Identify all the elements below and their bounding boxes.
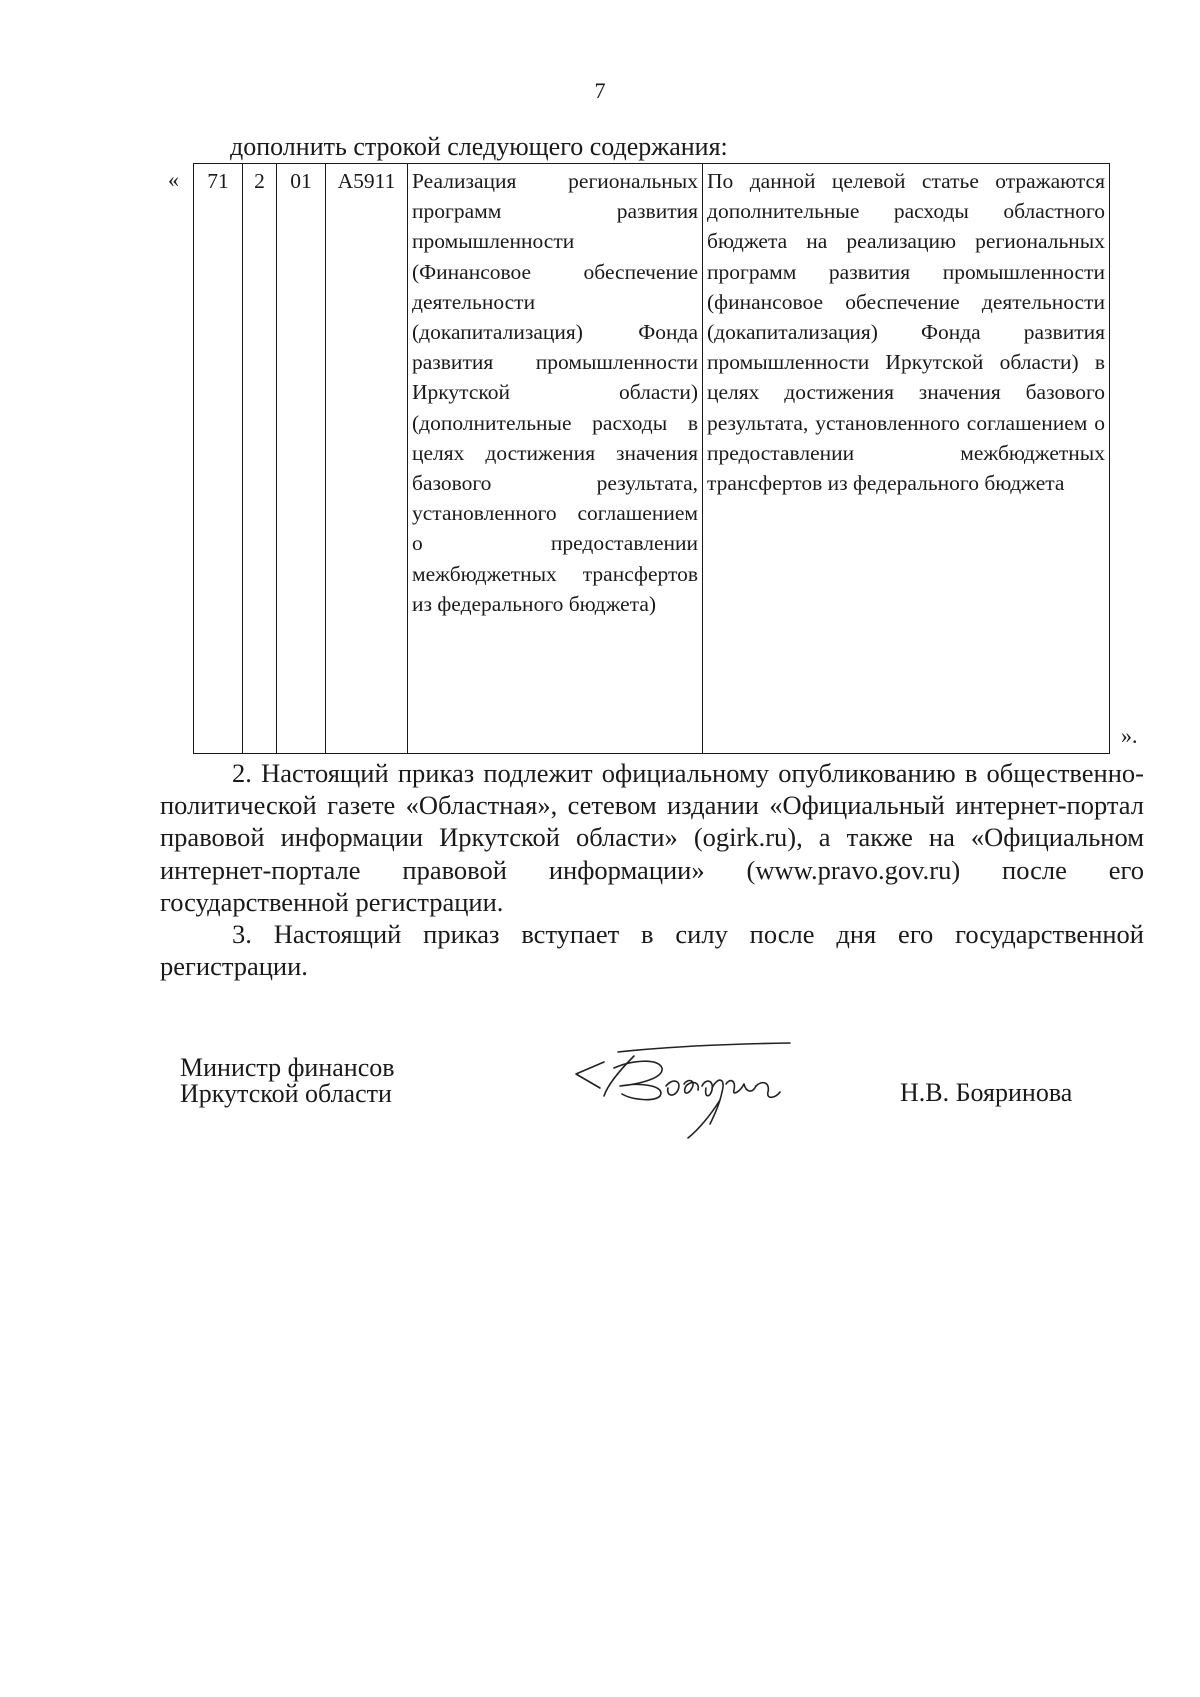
- code-event-cell: 01: [277, 164, 326, 754]
- paragraph-3-text: 3. Настоящий приказ вступает в силу после дня его государственной регистрации.: [160, 919, 1144, 982]
- table-row: [194, 164, 1110, 754]
- target-item-name-cell: Реализация региональных программ развития промышленности (Финансовое обеспечение деятельности (докапитализация) Фонда развития промышленности Иркутской области) (дополнительные расходы в целях достижения значения базового результата, установленного соглашением о предоставлении межбюджетных трансфертов из федерального бюджета): [408, 164, 703, 754]
- opening-quote: «: [168, 167, 179, 192]
- code-subprogram-cell: 2: [243, 164, 277, 754]
- intro-text: дополнить строкой следующего содержания:: [230, 132, 728, 161]
- closing-quote: ».: [1121, 723, 1138, 748]
- target-item-description-cell: По данной целевой статье отражаются дополнительные расходы областного бюджета на реализацию региональных программ развития промышленности (финансовое обеспечение деятельности (докапитализация) Фонда развития промышленности Иркутской области) в целях достижения значения базового результата, установленного соглашением о предоставлении межбюджетных трансфертов из федерального бюджета: [703, 164, 1110, 754]
- paragraph-2-text: 2. Настоящий приказ подлежит официальному опубликованию в общественно-политической газете «Областная», сетевом издании «Официальный интернет-портал правовой информации Иркутской области» (ogirk.ru), а также на «Официальном интернет-портале правовой информации» (www.pravo.gov.ru) после его государственной регистрации.: [160, 758, 1144, 917]
- page-number: 7: [594, 78, 606, 103]
- signer-name: Н.В. Бояринова: [900, 1078, 1073, 1107]
- signer-title: [180, 1055, 395, 1107]
- code-program-cell: 71: [194, 164, 243, 754]
- signer-title-line-2: Иркутской области: [180, 1079, 392, 1108]
- budget-classification-table: [193, 163, 1110, 754]
- paragraph-publication: [160, 757, 1144, 918]
- signer-title-line-1: Министр финансов: [180, 1053, 395, 1082]
- handwritten-signature: [570, 1040, 800, 1140]
- paragraph-effective-date: [160, 918, 1144, 982]
- code-direction-cell: А5911: [326, 164, 408, 754]
